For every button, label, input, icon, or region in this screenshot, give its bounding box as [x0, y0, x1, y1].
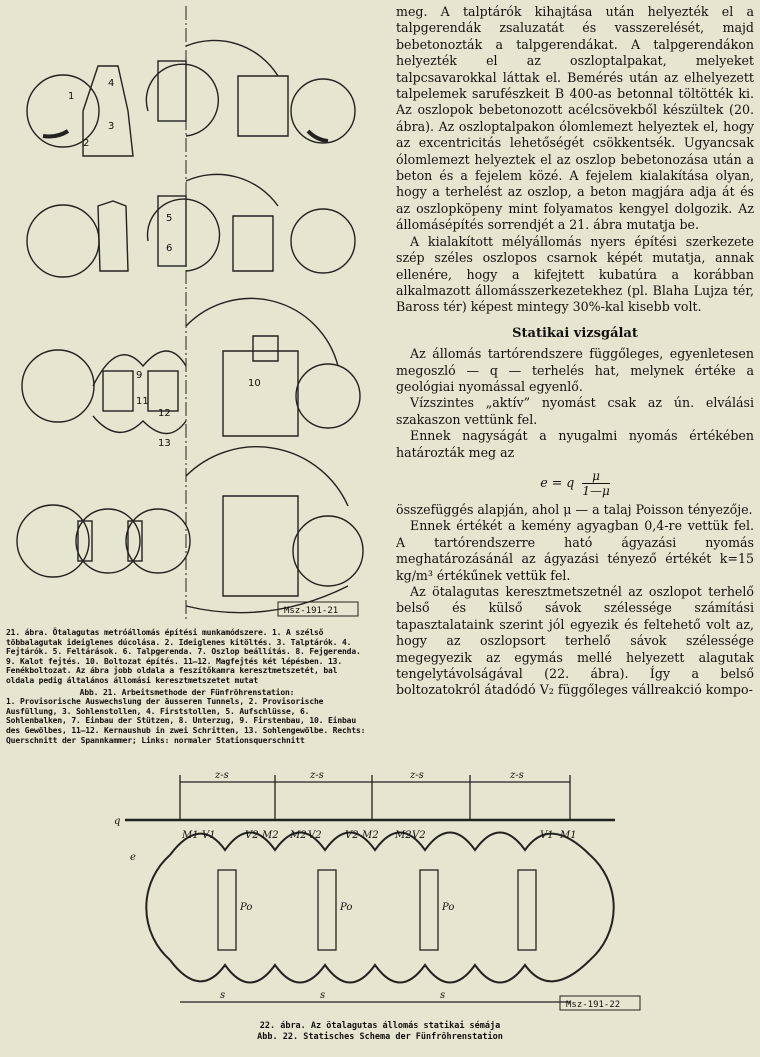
paragraph: összefüggés alapján, ahol μ — a talaj Poisson tényezője. — [396, 501, 753, 517]
dim-label: z-s — [410, 770, 424, 781]
invert-arches — [170, 960, 590, 983]
span-label: s — [440, 990, 446, 1001]
section-heading: Statikai vizsgálat — [512, 325, 638, 341]
stage-row-1 — [27, 40, 355, 156]
column — [318, 870, 336, 950]
stage-row-3 — [22, 298, 360, 436]
stage-label: 11 — [136, 396, 149, 407]
force-label: M2 — [362, 830, 379, 841]
force-label: V2 — [412, 830, 426, 841]
paragraph: meg. A talptárók kihajtása után helyezték el a talpgerendák zsaluzatát és vasszerelését, majd bebetonozták a talpgerendákat. A talpgerendákon helyezték el az oszloptalpakat, melyeket talpcsavarokkal láttak el. Bemérés után az elhelyezett talpelemek sarufészkeit B 400-as betonnal töltötték ki. Az oszlopok bebetonozott acélcsövekből készültek (20. ábra). Az oszloptalpakon ólomlemezt helyeztek el, hogy az excentricitás lehetőségét csökkentsék. Ugyancsak ólomlemezt helyeztek el az oszlop bebetonozása után a beton és a fejelem közé. A fejelem kialakítása olyan, hogy a terhelést az oszlop, a beton magjára adja át és az oszlopköpeny mint folyamatos kengyel dolgozik. Az állomásépítés sorrendjét a 21. ábra mutatja be. — [396, 4, 754, 233]
body-text-column — [396, 4, 754, 699]
stage-label: 9 — [136, 370, 143, 381]
column-load-label: Po — [240, 902, 253, 913]
force-label: M2 — [395, 830, 412, 841]
force-label: V1 — [202, 830, 216, 841]
column — [218, 870, 236, 950]
formula-fraction — [582, 469, 609, 498]
force-label: M2 — [262, 830, 279, 841]
left-outer-tunnel — [146, 855, 170, 960]
paragraph: Vízszintes „aktív” nyomást csak az ún. elválási szakaszon vettünk fel. — [396, 395, 754, 427]
caption-hungarian: 21. ábra. Ötalagutas metróállomás építési munkamódszere. 1. A szélső többalagutak ideiglenes dúcolása. 2. Ideiglenes kitöltés. 3. Talptárók. 4. Fejtárók. 5. Feltárások. 6. Talpgerenda. 7. Oszlop beállítás. 8. Fejgerenda. 9. Kalot fejtés. 10. Boltozat építés. 11—12. Magfejtés két lépésben. 13. Fenékboltozat. Az ábra jobb oldala a feszítőkamra keresztmetszetét, bal oldala pedig általános állomási keresztmetszetet mutat — [6, 628, 361, 685]
force-label: M1 — [560, 830, 577, 841]
stage-label: 10 — [248, 378, 261, 389]
figure-22-caption — [150, 1021, 610, 1043]
force-label: V2 — [345, 830, 359, 841]
force-label: M2 — [290, 830, 307, 841]
paragraph: Az állomás tartórendszere függőleges, egyenletesen megoszló — q — terhelés hat, melynek értéke a geológiai nyomással egyenlő. — [396, 346, 754, 394]
figure-21-construction-stages — [8, 6, 370, 626]
stage-label: 2 — [83, 138, 90, 149]
paragraph: Ennek nagyságát a nyugalmi nyomás értékében határozták meg az — [396, 428, 754, 460]
figure-22-static-scheme — [110, 760, 650, 1018]
column — [518, 870, 536, 950]
formula-numerator: μ — [582, 469, 609, 484]
paragraph: Az ötalagutas keresztmetszetnél az oszlopot terhelő belső és külső sávok szélessége számítási tapasztalataink szerint jól egyezik és feltehető volt az, hogy az oszlopsort terhelő sávok szélessége megegyezik az egymás mellé helyezett alagutak tengelytávolságával (22. ábra). Így a belső boltozatokról átadódó V₂ függőleges vállreakció kompo- — [396, 584, 754, 698]
span-label: s — [320, 990, 326, 1001]
paragraph: Ennek értékét a kemény agyagban 0,4-re vettük fel. A tartórendszerre ható ágyazási nyomás meghatározásánál az ágyazási tényező értékét k=15 kg/m³ értékűnek vettük fel. — [396, 518, 754, 583]
stage-label: 13 — [158, 438, 171, 449]
dim-label: z-s — [310, 770, 324, 781]
load-label: q — [114, 816, 121, 827]
stage-row-4 — [17, 447, 363, 613]
stamp-msz-191-22 — [560, 996, 640, 1010]
stage-label: 12 — [158, 408, 171, 419]
dim-label: z-s — [215, 770, 229, 781]
stage-label: 5 — [166, 213, 173, 224]
formula-denominator: 1—μ — [582, 483, 610, 498]
caption-german-title: Abb. 21. Arbeitsmethode der Fünfröhrenstation: — [79, 687, 295, 697]
paragraph: A kialakított mélyállomás nyers építési szerkezete szép széles oszlopos csarnok képét mutatja, annak ellenére, hogy a kifejtett kubatúra a korábban alkalmazott állomásszerkezetekhez (pl. Blaha Lujza tér, Baross tér) képest mintegy 30%-kal kisebb volt. — [396, 233, 754, 315]
poisson-formula — [396, 469, 754, 498]
force-label: V2 — [245, 830, 259, 841]
figure-21-drawing — [8, 6, 370, 626]
span-label: s — [220, 990, 226, 1001]
stamp-msz-191-21 — [278, 602, 358, 616]
force-label: V2 — [308, 830, 322, 841]
figure-22-drawing — [110, 760, 650, 1018]
column-load-label: Po — [340, 902, 353, 913]
crown-arches — [170, 833, 590, 856]
side-label: e — [130, 852, 136, 863]
stage-label: 3 — [108, 121, 115, 132]
caption-german: Abb. 22. Statisches Schema der Fünfröhrenstation — [257, 1032, 503, 1042]
stage-label: 6 — [166, 243, 173, 254]
caption-german: 1. Provisorische Auswechslung der äusseren Tunnels, 2. Provisorische Ausfüllung, 3. Sohlenstollen, 4. Firststollen, 5. Aufschlüsse, 6. Sohlenbalken, 7. Einbau der Stützen, 8. Unterzug, 9. Firstenbau, 10. Einbau des Gewölbes, 11—12. Kernaushub in zwei Schritten, 13. Sohlengewölbe. Rechts: Querschnitt der Spannkammer; Links: normaler Stationsquerschnitt — [6, 697, 366, 745]
stage-label: 1 — [68, 91, 75, 102]
force-label: M1 — [182, 830, 199, 841]
svg-text:Msz-191-21: Msz-191-21 — [284, 606, 339, 616]
svg-text:Msz-191-22: Msz-191-22 — [566, 1000, 621, 1010]
force-label: V1 — [540, 830, 554, 841]
caption-hungarian: 22. ábra. Az ötalagutas állomás statikai sémája — [259, 1021, 501, 1031]
dim-label: z-s — [510, 770, 524, 781]
column — [420, 870, 438, 950]
figure-21-caption — [6, 628, 368, 745]
stage-row-2 — [27, 174, 355, 277]
formula-lhs: e = q — [540, 474, 575, 490]
right-outer-tunnel — [590, 855, 614, 960]
column-load-label: Po — [442, 902, 455, 913]
stage-label: 4 — [108, 78, 115, 89]
